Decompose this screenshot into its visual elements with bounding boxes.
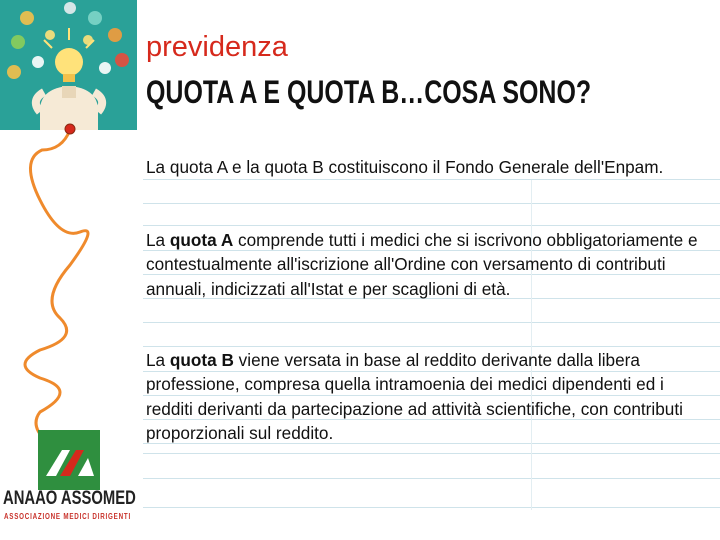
logo-mark-icon [38, 430, 100, 490]
p3-text: viene versata in base al reddito derivante dalla libera professione, compresa quella intramoenia dei medici dipendenti ed i redditi derivanti da partecipazione ad attività scientifiche, con contributi proporzionali sul reddito. [146, 350, 683, 443]
section-subject: previdenza [146, 31, 288, 63]
page-title: QUOTA A E QUOTA B…COSA SONO? [146, 74, 592, 110]
paragraph-intro: La quota A e la quota B costituiscono il Fondo Generale dell'Enpam. [146, 157, 664, 177]
quota-a-term: quota A [169, 230, 234, 250]
paragraph-quota-a [146, 228, 706, 301]
p3-prefix: La [146, 350, 170, 370]
quota-b-term: quota B [169, 350, 234, 370]
logo-name: ANAAO ASSOMED [3, 488, 136, 509]
anaao-logo [0, 426, 137, 540]
p2-text: comprende tutti i medici che si iscrivono obbligatoriamente e contestualmente all'iscrizione all'Ordine con versamento di contributi annuali, indicizzati all'Istat e per scaglioni di età. [146, 230, 698, 299]
paragraph-quota-b [146, 348, 706, 445]
p2-prefix: La [146, 230, 170, 250]
logo-tagline: ASSOCIAZIONE MEDICI DIRIGENTI [4, 512, 131, 521]
